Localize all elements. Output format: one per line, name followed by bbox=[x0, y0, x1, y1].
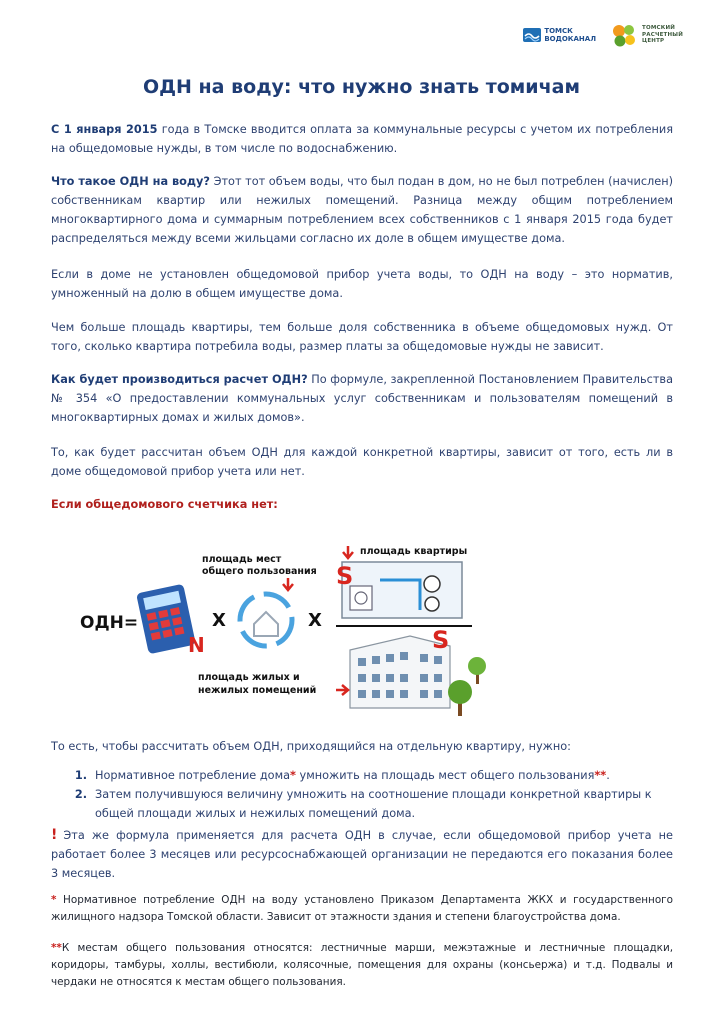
p5-lead: Как будет производиться расчет ОДН? bbox=[51, 373, 308, 386]
p5-rest: По формуле, закрепленной Постановлением Правительства № 354 «О предоставлении коммунальных услуг собственникам и пользователям помещений в многоквартирных домах и жилых домов». bbox=[51, 373, 673, 424]
footnote-2-text: К местам общего пользования относятся: лестничные марши, межэтажные и лестничные площадки, коридоры, тамбуры, холлы, вестибюли, колясочные, помещения для охраны (консьержа) и т.д. Подвалы и чердаки не относятся к местам общего пользования. bbox=[51, 942, 673, 988]
calculator-icon bbox=[136, 584, 196, 655]
odn-label: ОДН= bbox=[80, 613, 139, 633]
apartment-room-icon bbox=[342, 562, 462, 618]
step-number: 2. bbox=[74, 788, 87, 801]
step1-a: Нормативное потребление дома bbox=[95, 769, 291, 782]
footnote-star: ** bbox=[51, 942, 62, 954]
vodokanal-line2: ВОДОКАНАЛ bbox=[544, 35, 597, 43]
water-drop-icon bbox=[523, 26, 541, 44]
label-common-area-2: общего пользования bbox=[202, 566, 317, 577]
multiply-sign-2: X bbox=[308, 610, 322, 631]
list-item bbox=[51, 766, 673, 785]
exclamation-icon: ! bbox=[51, 827, 58, 843]
label-common-area-1: площадь мест bbox=[202, 554, 282, 565]
trc-line2: РАСЧЕТНЫЙ bbox=[642, 31, 683, 38]
arrow-right-icon bbox=[336, 685, 348, 695]
note-text: Эта же формула применяется для расчета ОДН в случае, если общедомовой прибор учета не работает более 3 месяцев или ресурсоснабжающей организации не передаются его показания более 3 месяцев. bbox=[51, 829, 673, 880]
paragraph-2 bbox=[51, 172, 673, 248]
house-recycle-icon bbox=[240, 594, 292, 646]
list-item bbox=[51, 785, 673, 823]
odn-formula-diagram bbox=[80, 540, 580, 720]
label-flat-area: площадь квартиры bbox=[360, 546, 468, 557]
steps-list bbox=[51, 766, 673, 823]
footnote-2 bbox=[51, 940, 673, 991]
multiply-sign-1: X bbox=[212, 610, 226, 631]
vodokanal-line1: ТОМСК bbox=[544, 27, 573, 35]
steps-intro: То есть, чтобы рассчитать объем ОДН, приходящийся на отдельную квартиру, нужно: bbox=[51, 740, 571, 753]
trc-line3: ЦЕНТР bbox=[642, 38, 665, 45]
section-heading-no-meter: Если общедомового счетчика нет: bbox=[51, 498, 278, 511]
trc-logo bbox=[610, 22, 683, 48]
p1-lead: С 1 января 2015 bbox=[51, 123, 158, 136]
n-letter: N bbox=[188, 633, 205, 657]
paragraph-5 bbox=[51, 370, 673, 427]
s-letter-1: S bbox=[336, 562, 354, 590]
step1-c: . bbox=[606, 769, 610, 782]
exclamation-note bbox=[51, 826, 673, 883]
paragraph-6: То, как будет рассчитан объем ОДН для каждой конкретной квартиры, зависит от того, есть ли в доме общедомовой прибор учета или нет. bbox=[51, 446, 673, 478]
s-letter-2: S bbox=[432, 626, 450, 654]
footnote-star: * bbox=[290, 769, 296, 782]
vodokanal-logo bbox=[523, 26, 596, 44]
arrow-down-icon bbox=[343, 546, 353, 558]
trc-line1: ТОМСКИЙ bbox=[642, 25, 676, 32]
p1-rest: года в Томске вводится оплата за коммунальные ресурсы с учетом их потребления на общедомовые нужды, в том числе по водоснабжению. bbox=[51, 123, 673, 155]
step-number: 1. bbox=[74, 769, 87, 782]
footnote-star: ** bbox=[594, 769, 607, 782]
label-all-area-1: площадь жилых и bbox=[198, 672, 300, 683]
footnote-1 bbox=[51, 892, 673, 926]
p2-lead: Что такое ОДН на воду? bbox=[51, 175, 210, 188]
paragraph-3: Если в доме не установлен общедомовой прибор учета воды, то ОДН на воду – это норматив, умноженный на долю в общем имуществе дома. bbox=[51, 268, 673, 300]
puzzle-leaf-icon bbox=[610, 22, 638, 48]
footnote-star: * bbox=[51, 894, 57, 906]
tree-icon bbox=[448, 657, 486, 716]
logos bbox=[523, 22, 683, 48]
step1-b: умножить на площадь мест общего пользования bbox=[295, 769, 595, 782]
paragraph-1 bbox=[51, 120, 673, 158]
p2-rest: Этот тот объем воды, что был подан в дом, но не был потреблен (начислен) собственникам квартир или нежилых помещений. Разница между общим потреблением многоквартирного дома и суммарным потреблением всех собственников с 1 января 2015 года будет распределяться между всеми жильцами согласно их доле в общем имуществе дома. bbox=[51, 175, 673, 245]
arrow-down-icon bbox=[283, 578, 293, 590]
footnote-1-text: Нормативное потребление ОДН на воду установлено Приказом Департамента ЖКХ и государственного жилищного надзора Томской области. Зависит от этажности здания и степени благоустройства дома. bbox=[51, 894, 673, 923]
step2-text: Затем получившуюся величину умножить на соотношение площади конкретной квартиры к общей площади жилых и нежилых помещений дома. bbox=[95, 788, 652, 820]
paragraph-4: Чем больше площадь квартиры, тем больше доля собственника в объеме общедомовых нужд. От того, сколько квартира потребила воды, размер платы за общедомовые нужды не зависит. bbox=[51, 321, 673, 353]
label-all-area-2: нежилых помещений bbox=[198, 685, 317, 696]
page-title: ОДН на воду: что нужно знать томичам bbox=[142, 76, 581, 98]
